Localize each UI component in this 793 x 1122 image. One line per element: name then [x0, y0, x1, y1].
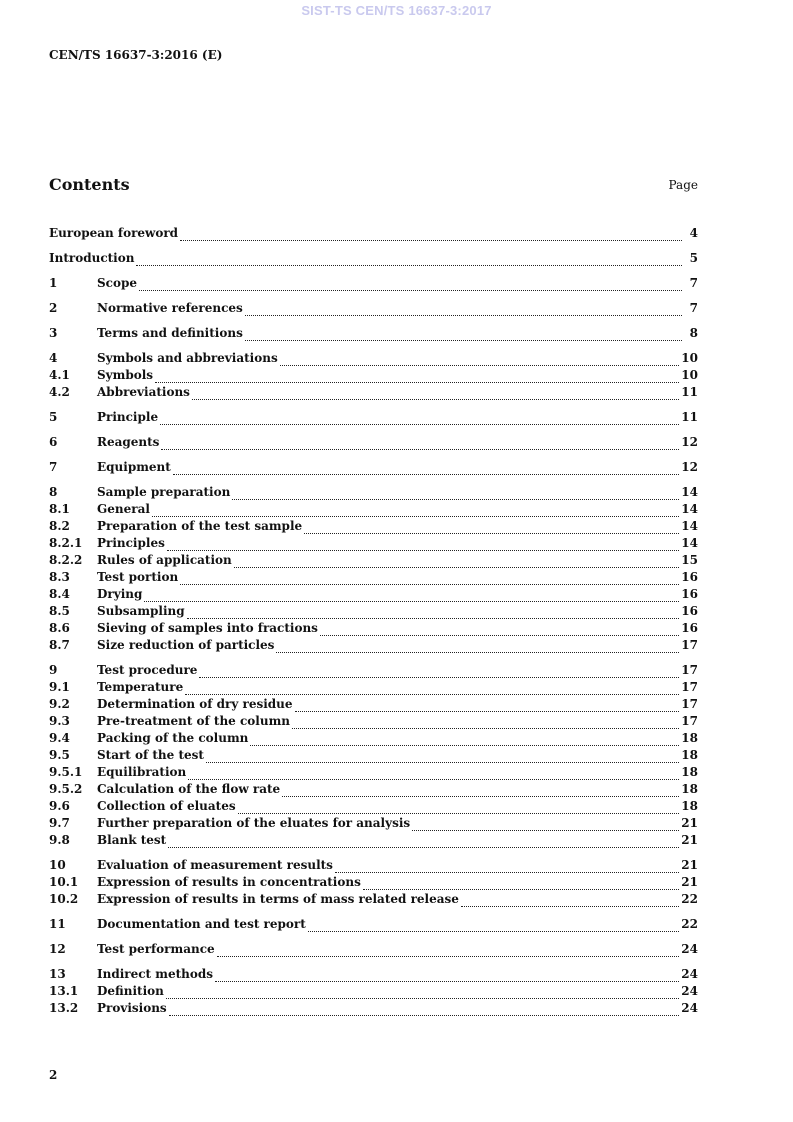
toc-dot-leader	[276, 642, 679, 653]
toc-entry[interactable]	[49, 764, 698, 781]
toc-dot-leader	[304, 523, 679, 534]
toc-entry-number: 5	[49, 410, 58, 424]
toc-entry-number: 8.1	[49, 502, 70, 516]
toc-entry-number: 10.1	[49, 875, 79, 889]
toc-entry-title: European foreword	[49, 226, 179, 240]
toc-entry[interactable]	[49, 941, 698, 958]
toc-entry-title: Pre-treatment of the column	[97, 714, 290, 728]
toc-entry[interactable]	[49, 350, 698, 367]
toc-entry-number: 9.2	[49, 697, 70, 711]
toc-entry-page: 15	[681, 553, 698, 567]
toc-entry[interactable]	[49, 983, 698, 1000]
toc-entry-title: Size reduction of particles	[97, 638, 275, 652]
toc-entry-title: Test procedure	[97, 663, 198, 677]
toc-entry[interactable]	[49, 891, 698, 908]
toc-entry-title: Principles	[97, 536, 165, 550]
toc-entry-number: 11	[49, 917, 66, 931]
toc-entry-title: Test portion	[97, 570, 179, 584]
toc-entry[interactable]	[49, 459, 698, 476]
toc-entry-title: Evaluation of measurement results	[97, 858, 333, 872]
toc-entry-title: Reagents	[97, 435, 160, 449]
toc-dot-leader	[192, 389, 679, 400]
watermark-text: SIST-TS CEN/TS 16637-3:2017	[301, 3, 492, 18]
toc-dot-leader	[167, 540, 679, 551]
toc-dot-leader	[295, 701, 680, 712]
toc-entry[interactable]	[49, 325, 698, 342]
toc-entry-title: Determination of dry residue	[97, 697, 293, 711]
toc-entry-number: 10	[49, 858, 66, 872]
toc-entry-title: Symbols	[97, 368, 154, 382]
toc-entry-page: 18	[681, 799, 698, 813]
toc-entry-number: 1	[49, 276, 58, 290]
toc-dot-leader	[335, 862, 679, 873]
toc-entry[interactable]	[49, 637, 698, 654]
toc-entry[interactable]	[49, 1000, 698, 1017]
document-id: CEN/TS 16637-3:2016 (E)	[49, 48, 223, 62]
toc-entry[interactable]	[49, 300, 698, 317]
toc-entry[interactable]	[49, 552, 698, 569]
toc-entry-number: 6	[49, 435, 58, 449]
toc-dot-leader	[461, 896, 679, 907]
toc-entry-page: 12	[681, 435, 698, 449]
toc-entry[interactable]	[49, 384, 698, 401]
toc-dot-leader	[199, 667, 679, 678]
toc-entry[interactable]	[49, 874, 698, 891]
toc-entry-title: Definition	[97, 984, 164, 998]
toc-dot-leader	[139, 280, 682, 291]
toc-entry[interactable]	[49, 815, 698, 832]
toc-dot-leader	[169, 1005, 680, 1016]
toc-entry-number: 8.3	[49, 570, 70, 584]
toc-entry-number: 3	[49, 326, 58, 340]
toc-entry-number: 8.5	[49, 604, 70, 618]
toc-dot-leader	[238, 803, 680, 814]
toc-entry-page: 5	[689, 251, 698, 265]
toc-entry-page: 10	[681, 368, 698, 382]
toc-entry-number: 9.4	[49, 731, 70, 745]
toc-entry[interactable]	[49, 747, 698, 764]
toc-dot-leader	[206, 752, 679, 763]
toc-entry[interactable]	[49, 225, 698, 242]
toc-entry-number: 2	[49, 301, 58, 315]
toc-entry-title: Scope	[97, 276, 138, 290]
toc-dot-leader	[292, 718, 679, 729]
toc-entry-title: Principle	[97, 410, 159, 424]
toc-entry-number: 4.1	[49, 368, 70, 382]
toc-entry-title: Subsampling	[97, 604, 185, 618]
toc-dot-leader	[280, 355, 680, 366]
toc-entry-title: Sample preparation	[97, 485, 231, 499]
toc-entry-page: 18	[681, 782, 698, 796]
toc-entry-title: Provisions	[97, 1001, 167, 1015]
toc-entry-title: Calculation of the flow rate	[97, 782, 281, 796]
toc-entry-title: Test performance	[97, 942, 215, 956]
toc-entry[interactable]	[49, 916, 698, 933]
toc-entry-title: Symbols and abbreviations	[97, 351, 278, 365]
toc-entry[interactable]	[49, 857, 698, 874]
toc-entry-page: 24	[681, 1001, 698, 1015]
toc-entry[interactable]	[49, 501, 698, 518]
toc-entry-page: 21	[681, 858, 698, 872]
toc-entry-page: 16	[681, 621, 698, 635]
toc-dot-leader	[188, 769, 679, 780]
toc-entry[interactable]	[49, 603, 698, 620]
toc-entry-page: 21	[681, 833, 698, 847]
toc-entry-page: 16	[681, 587, 698, 601]
toc-entry-page: 10	[681, 351, 698, 365]
toc-entry-title: Documentation and test report	[97, 917, 306, 931]
toc-entry-title: Temperature	[97, 680, 184, 694]
toc-entry-page: 14	[681, 502, 698, 516]
toc-entry-page: 17	[681, 663, 698, 677]
toc-dot-leader	[173, 464, 679, 475]
toc-dot-leader	[282, 786, 679, 797]
toc-entry-number: 9.3	[49, 714, 70, 728]
toc-entry[interactable]	[49, 569, 698, 586]
toc-entry-page: 24	[681, 942, 698, 956]
toc-entry-number: 10.2	[49, 892, 79, 906]
toc-entry[interactable]	[49, 713, 698, 730]
toc-entry[interactable]	[49, 434, 698, 451]
contents-heading: Contents	[49, 175, 130, 194]
toc-entry[interactable]	[49, 832, 698, 849]
toc-entry[interactable]	[49, 275, 698, 292]
toc-dot-leader	[155, 372, 679, 383]
toc-dot-leader	[245, 330, 682, 341]
toc-entry[interactable]	[49, 484, 698, 501]
toc-entry-page: 22	[681, 892, 698, 906]
toc-entry-title: Preparation of the test sample	[97, 519, 303, 533]
toc-entry[interactable]	[49, 730, 698, 747]
toc-entry-title: General	[97, 502, 150, 516]
toc-entry-number: 4	[49, 351, 58, 365]
toc-entry-number: 13.1	[49, 984, 79, 998]
toc-entry[interactable]	[49, 250, 698, 267]
toc-entry-page: 18	[681, 731, 698, 745]
toc-entry-title: Terms and definitions	[97, 326, 243, 340]
toc-entry[interactable]	[49, 518, 698, 535]
toc-dot-leader	[245, 305, 682, 316]
toc-entry-page: 17	[681, 714, 698, 728]
toc-entry-number: 4.2	[49, 385, 70, 399]
toc-entry[interactable]	[49, 696, 698, 713]
toc-entry[interactable]	[49, 662, 698, 679]
toc-entry-page: 16	[681, 604, 698, 618]
toc-entry-number: 9.1	[49, 680, 70, 694]
toc-dot-leader	[234, 557, 680, 568]
toc-entry-number: 8	[49, 485, 58, 499]
toc-entry-number: 9.5.1	[49, 765, 83, 779]
toc-dot-leader	[144, 591, 679, 602]
toc-entry-title: Rules of application	[97, 553, 232, 567]
toc-dot-leader	[161, 439, 679, 450]
toc-entry-page: 21	[681, 875, 698, 889]
toc-entry-title: Further preparation of the eluates for analysis	[97, 816, 411, 830]
toc-entry-page: 14	[681, 485, 698, 499]
toc-entry-title: Expression of results in terms of mass related release	[97, 892, 459, 906]
toc-dot-leader	[412, 820, 679, 831]
toc-entry-number: 9.6	[49, 799, 70, 813]
toc-entry-page: 8	[689, 326, 698, 340]
toc-dot-leader	[187, 608, 680, 619]
toc-entry-number: 7	[49, 460, 58, 474]
toc-dot-leader	[152, 506, 679, 517]
toc-entry-page: 17	[681, 638, 698, 652]
toc-entry-title: Equipment	[97, 460, 171, 474]
toc-dot-leader	[180, 230, 682, 241]
toc-entry-number: 13	[49, 967, 66, 981]
toc-entry-title: Normative references	[97, 301, 243, 315]
toc-dot-leader	[160, 414, 679, 425]
toc-entry[interactable]	[49, 798, 698, 815]
toc-entry-number: 8.2	[49, 519, 70, 533]
toc-entry-title: Expression of results in concentrations	[97, 875, 361, 889]
toc-entry-title: Indirect methods	[97, 967, 214, 981]
toc-entry-number: 8.2.1	[49, 536, 83, 550]
toc-dot-leader	[363, 879, 679, 890]
toc-entry-title: Packing of the column	[97, 731, 249, 745]
toc-entry-page: 21	[681, 816, 698, 830]
toc-entry-page: 24	[681, 967, 698, 981]
toc-entry-page: 11	[681, 410, 698, 424]
toc-entry-page: 18	[681, 748, 698, 762]
footer-page-number: 2	[49, 1068, 58, 1082]
toc-entry-page: 11	[681, 385, 698, 399]
toc-entry-number: 9	[49, 663, 58, 677]
toc-entry-number: 9.7	[49, 816, 70, 830]
toc-entry[interactable]	[49, 781, 698, 798]
toc-entry-page: 17	[681, 680, 698, 694]
toc-entry-title: Equilibration	[97, 765, 187, 779]
toc-entry-title: Sieving of samples into fractions	[97, 621, 318, 635]
toc-entry-number: 8.2.2	[49, 553, 83, 567]
toc-entry-page: 22	[681, 917, 698, 931]
toc-entry-title: Introduction	[49, 251, 135, 265]
toc-entry-page: 18	[681, 765, 698, 779]
toc-entry-page: 7	[689, 276, 698, 290]
toc-entry-number: 9.8	[49, 833, 70, 847]
toc-entry[interactable]	[49, 409, 698, 426]
toc-entry[interactable]	[49, 966, 698, 983]
toc-entry[interactable]	[49, 367, 698, 384]
toc-entry-number: 13.2	[49, 1001, 79, 1015]
toc-dot-leader	[168, 837, 679, 848]
toc-dot-leader	[185, 684, 679, 695]
toc-entry-number: 9.5	[49, 748, 70, 762]
toc-dot-leader	[215, 971, 679, 982]
toc-entry-page: 14	[681, 519, 698, 533]
toc-entry-page: 17	[681, 697, 698, 711]
toc-entry[interactable]	[49, 679, 698, 696]
toc-entry-number: 12	[49, 942, 66, 956]
toc-entry-page: 14	[681, 536, 698, 550]
toc-dot-leader	[166, 988, 679, 999]
toc-entry-page: 4	[689, 226, 698, 240]
table-of-contents	[49, 225, 698, 1017]
toc-entry-title: Start of the test	[97, 748, 204, 762]
toc-entry-number: 8.7	[49, 638, 70, 652]
toc-entry-page: 24	[681, 984, 698, 998]
toc-entry[interactable]	[49, 535, 698, 552]
toc-dot-leader	[250, 735, 679, 746]
toc-dot-leader	[217, 946, 680, 957]
toc-dot-leader	[136, 255, 682, 266]
toc-dot-leader	[232, 489, 679, 500]
toc-entry-title: Collection of eluates	[97, 799, 236, 813]
toc-entry-number: 8.6	[49, 621, 70, 635]
page-column-label: Page	[668, 178, 698, 192]
toc-entry-page: 12	[681, 460, 698, 474]
toc-entry-page: 16	[681, 570, 698, 584]
toc-entry-title: Blank test	[97, 833, 167, 847]
toc-entry[interactable]	[49, 586, 698, 603]
toc-entry-number: 8.4	[49, 587, 70, 601]
toc-entry-title: Abbreviations	[97, 385, 190, 399]
toc-dot-leader	[180, 574, 679, 585]
toc-dot-leader	[308, 921, 680, 932]
toc-dot-leader	[320, 625, 679, 636]
toc-entry-number: 9.5.2	[49, 782, 83, 796]
toc-entry[interactable]	[49, 620, 698, 637]
toc-entry-page: 7	[689, 301, 698, 315]
toc-entry-title: Drying	[97, 587, 143, 601]
